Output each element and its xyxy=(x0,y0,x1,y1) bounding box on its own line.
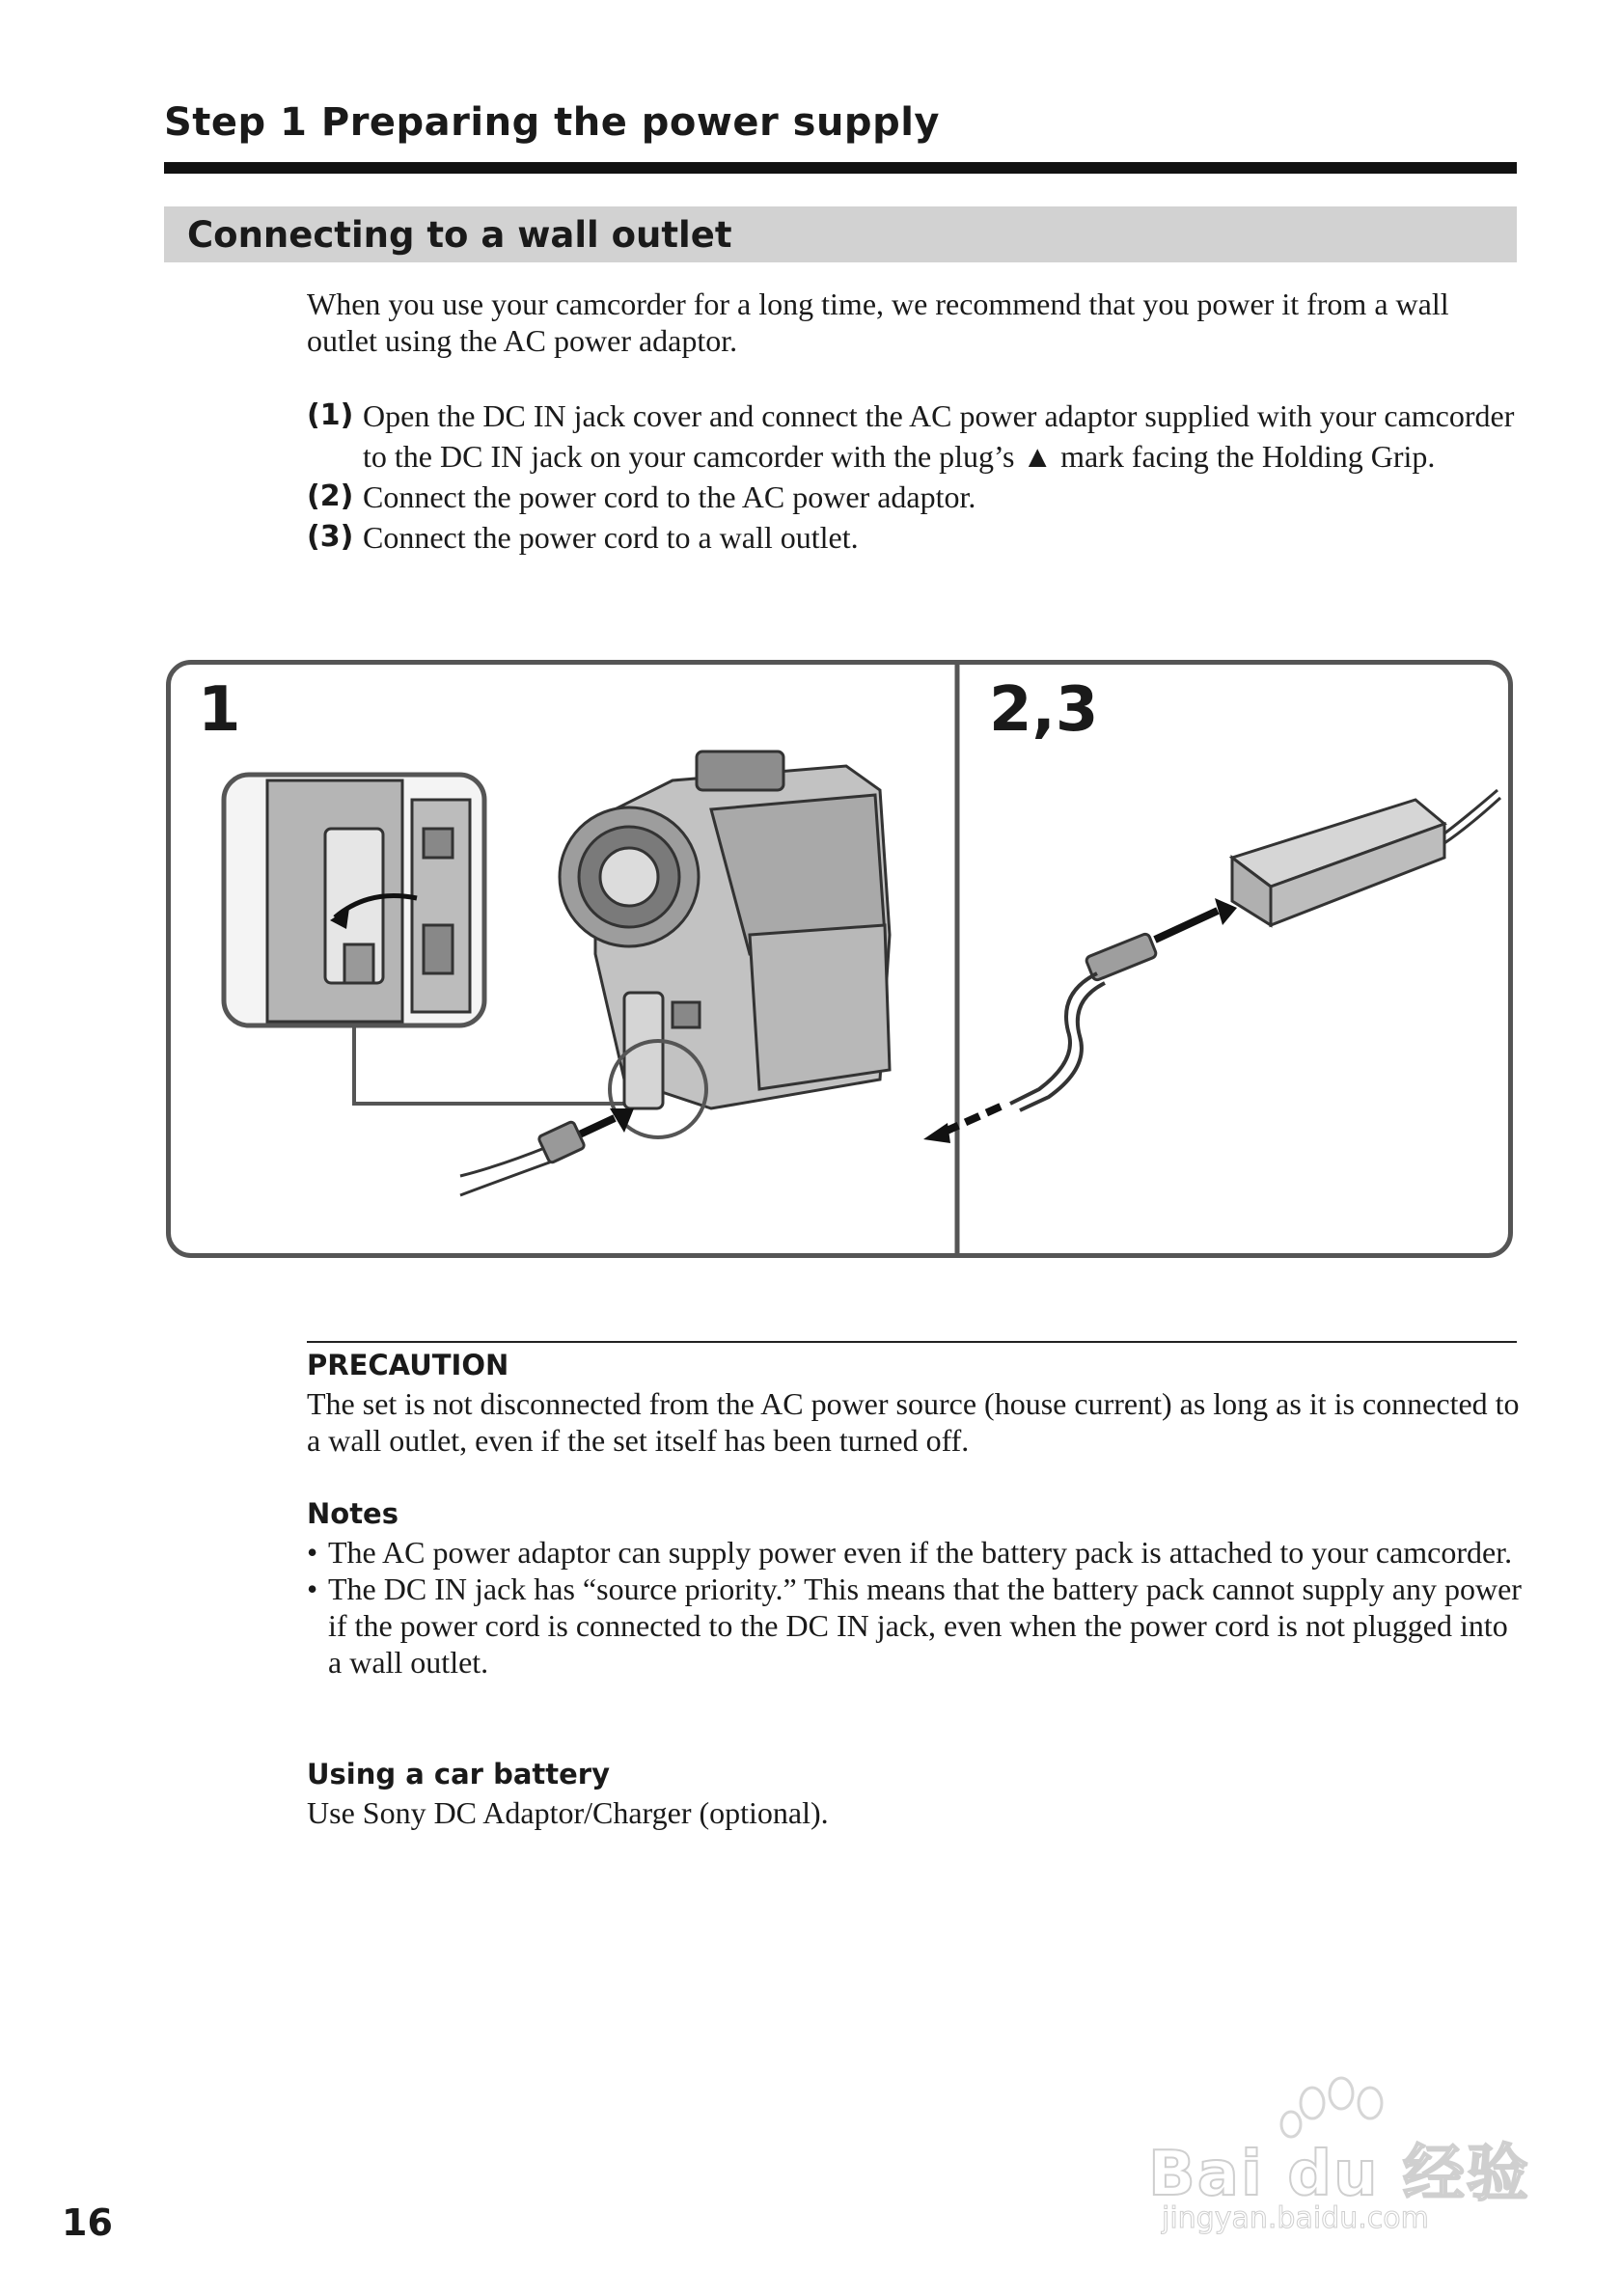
step-text: Open the DC IN jack cover and connect the AC power adaptor supplied with your camcorder to the DC IN jack on your camcorder with the plug’s ▲ mark facing the Holding Grip. xyxy=(363,398,1515,474)
notes-list xyxy=(307,1534,1523,1681)
intro-paragraph: When you use your camcorder for a long time, we recommend that you power it from a wall outlet using the AC power adaptor. xyxy=(307,287,1449,358)
step-item xyxy=(307,396,1523,477)
dc-in-jack-inset-illustration xyxy=(224,775,484,1025)
bullet-icon: • xyxy=(307,1535,318,1570)
step-item xyxy=(307,517,1523,558)
inset-callout-line xyxy=(354,1025,658,1104)
car-battery-heading: Using a car battery xyxy=(307,1758,611,1790)
section-title: Connecting to a wall outlet xyxy=(187,214,732,256)
step-number: (2) xyxy=(307,479,354,513)
step-text: Connect the power cord to the AC power adaptor. xyxy=(363,479,976,514)
section-header-bar xyxy=(164,206,1517,262)
steps-list xyxy=(307,396,1523,558)
bullet-icon: • xyxy=(307,1572,318,1606)
illustration-drawing xyxy=(171,665,1513,1258)
camcorder-illustration xyxy=(460,752,890,1195)
precaution-rule xyxy=(307,1341,1517,1343)
step-number: (3) xyxy=(307,520,354,554)
precaution-heading: PRECAUTION xyxy=(307,1349,509,1381)
step-number: (1) xyxy=(307,398,354,432)
note-text: The AC power adaptor can supply power even if the battery pack is attached to your camcorder. xyxy=(328,1535,1513,1570)
figure-label-steps-2-3: 2,3 xyxy=(989,674,1099,746)
baidu-watermark xyxy=(1148,2074,1553,2238)
watermark-brand: Bai du 经验 xyxy=(1148,2139,1530,2210)
page-header-title: Step 1 Preparing the power supply xyxy=(164,100,940,145)
ac-adaptor-illustration xyxy=(923,790,1500,1143)
precaution-text: The set is not disconnected from the AC power source (house current) as long as it is connected to a wall outlet, even if the set itself has been turned off. xyxy=(307,1386,1520,1458)
list-item xyxy=(307,1534,1523,1571)
figure-label-step-1: 1 xyxy=(198,674,241,746)
page-number: 16 xyxy=(62,2201,113,2244)
note-text: The DC IN jack has “source priority.” This means that the battery pack cannot supply any power if the power cord is connected to the DC IN jack, even when the power cord is not plugged into a wall outlet. xyxy=(328,1572,1522,1680)
watermark-url: jingyan.baidu.com xyxy=(1162,2201,1429,2235)
step-item xyxy=(307,477,1523,517)
notes-heading: Notes xyxy=(307,1497,398,1530)
illustration-panel xyxy=(166,660,1513,1258)
list-item xyxy=(307,1571,1523,1681)
step-text: Connect the power cord to a wall outlet. xyxy=(363,520,859,555)
header-rule xyxy=(164,162,1517,174)
car-battery-text: Use Sony DC Adaptor/Charger (optional). xyxy=(307,1795,829,1830)
